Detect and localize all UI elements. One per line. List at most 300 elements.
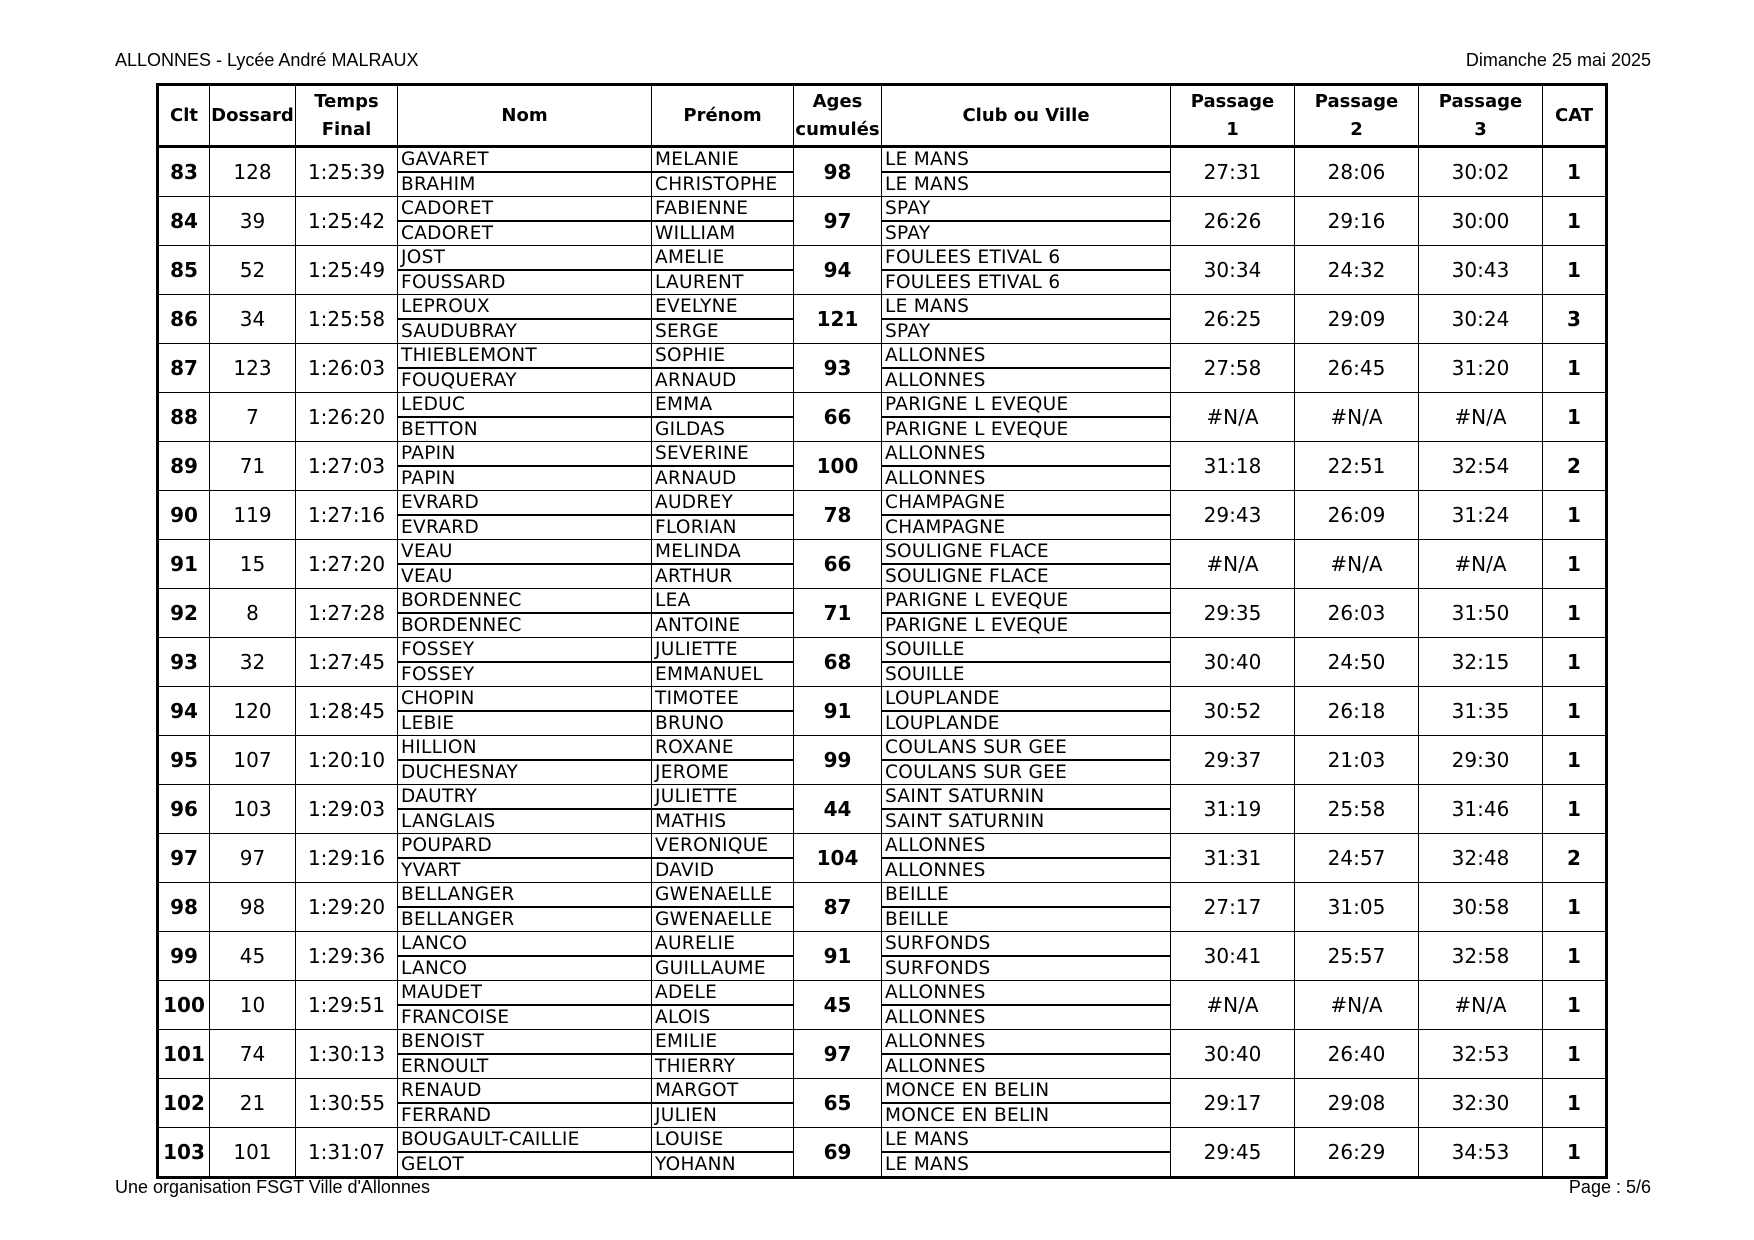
cell-passage-2: 24:32 [1295, 246, 1419, 295]
cell-club [882, 981, 1171, 1030]
cell-ages: 98 [794, 147, 882, 197]
cell-clt: 90 [158, 491, 210, 540]
cell-dossard: 8 [210, 589, 296, 638]
cell-prenom [652, 638, 794, 687]
cell-nom [398, 932, 652, 981]
table-row [158, 540, 1607, 589]
cell-temps: 1:25:42 [296, 197, 398, 246]
nom-line-2: SAUDUBRAY [401, 321, 518, 342]
club-line-2: LE MANS [885, 174, 970, 195]
cell-prenom [652, 932, 794, 981]
cell-nom [398, 344, 652, 393]
cell-passage-3: 31:20 [1419, 344, 1543, 393]
nom-line-1: FOSSEY [398, 638, 651, 663]
prenom-line-2: YOHANN [655, 1154, 736, 1175]
cell-passage-3: 30:00 [1419, 197, 1543, 246]
nom-line-2: BELLANGER [401, 909, 515, 930]
col-header-nom: Nom [398, 85, 652, 147]
prenom-line-2: SERGE [655, 321, 719, 342]
table-row [158, 344, 1607, 393]
cell-prenom [652, 736, 794, 785]
cell-ages: 97 [794, 1030, 882, 1079]
prenom-line-1: LEA [652, 589, 793, 614]
cell-passage-1: 31:18 [1171, 442, 1295, 491]
prenom-line-1: GWENAELLE [652, 883, 793, 908]
nom-line-1: THIEBLEMONT [398, 344, 651, 369]
cell-temps: 1:30:55 [296, 1079, 398, 1128]
table-row [158, 1030, 1607, 1079]
prenom-line-1: SEVERINE [652, 442, 793, 467]
page-footer-page-number: Page : 5/6 [1568, 1177, 1651, 1197]
cell-passage-2: #N/A [1295, 540, 1419, 589]
cell-clt: 87 [158, 344, 210, 393]
cell-club [882, 295, 1171, 344]
cell-temps: 1:25:58 [296, 295, 398, 344]
nom-line-1: EVRARD [398, 491, 651, 516]
cell-ages: 99 [794, 736, 882, 785]
club-line-2: PARIGNE L EVEQUE [885, 419, 1069, 440]
nom-line-2: FERRAND [401, 1105, 492, 1126]
cell-clt: 95 [158, 736, 210, 785]
cell-temps: 1:30:13 [296, 1030, 398, 1079]
cell-prenom [652, 589, 794, 638]
nom-line-2: FOUSSARD [401, 272, 506, 293]
nom-line-1: HILLION [398, 736, 651, 761]
club-line-1: LOUPLANDE [882, 687, 1170, 712]
cell-passage-3: 29:30 [1419, 736, 1543, 785]
cell-cat: 1 [1543, 393, 1607, 442]
nom-line-1: LEPROUX [398, 295, 651, 320]
nom-line-1: DAUTRY [398, 785, 651, 810]
cell-passage-1: 29:43 [1171, 491, 1295, 540]
cell-clt: 101 [158, 1030, 210, 1079]
nom-line-2: BORDENNEC [401, 615, 522, 636]
club-line-2: PARIGNE L EVEQUE [885, 615, 1069, 636]
col-header-temps-l2: Final [321, 118, 372, 140]
prenom-line-1: EMILIE [652, 1030, 793, 1055]
cell-passage-3: 32:48 [1419, 834, 1543, 883]
cell-cat: 1 [1543, 540, 1607, 589]
cell-cat: 1 [1543, 932, 1607, 981]
cell-passage-2: 26:45 [1295, 344, 1419, 393]
cell-temps: 1:27:16 [296, 491, 398, 540]
table-row [158, 491, 1607, 540]
prenom-line-1: MELINDA [652, 540, 793, 565]
club-line-2: LOUPLANDE [885, 713, 1000, 734]
club-line-2: BEILLE [885, 909, 949, 930]
nom-line-2: BETTON [401, 419, 478, 440]
page-header-date: Dimanche 25 mai 2025 [1465, 50, 1651, 70]
nom-line-2: FRANCOISE [401, 1007, 510, 1028]
cell-club [882, 197, 1171, 246]
cell-passage-3: #N/A [1419, 981, 1543, 1030]
col-header-p1-l1: Passage [1190, 90, 1275, 112]
nom-line-2: GELOT [401, 1154, 465, 1175]
table-row [158, 442, 1607, 491]
club-line-2: SOULIGNE FLACE [885, 566, 1049, 587]
cell-temps: 1:27:45 [296, 638, 398, 687]
cell-passage-2: 25:57 [1295, 932, 1419, 981]
cell-nom [398, 589, 652, 638]
cell-passage-2: #N/A [1295, 393, 1419, 442]
cell-passage-3: 30:02 [1419, 147, 1543, 197]
cell-prenom [652, 491, 794, 540]
cell-clt: 97 [158, 834, 210, 883]
prenom-line-1: ADELE [652, 981, 793, 1006]
nom-line-2: FOUQUERAY [401, 370, 517, 391]
cell-passage-1: 27:31 [1171, 147, 1295, 197]
cell-clt: 89 [158, 442, 210, 491]
prenom-line-2: ALOIS [655, 1007, 711, 1028]
cell-cat: 1 [1543, 246, 1607, 295]
col-header-club: Club ou Ville [882, 85, 1171, 147]
col-header-ages-l1: Ages [812, 90, 863, 112]
cell-club [882, 883, 1171, 932]
cell-cat: 1 [1543, 1079, 1607, 1128]
cell-dossard: 98 [210, 883, 296, 932]
cell-clt: 99 [158, 932, 210, 981]
nom-line-1: PAPIN [398, 442, 651, 467]
cell-temps: 1:27:28 [296, 589, 398, 638]
nom-line-2: BRAHIM [401, 174, 476, 195]
cell-prenom [652, 246, 794, 295]
prenom-line-2: BRUNO [655, 713, 724, 734]
cell-passage-3: #N/A [1419, 540, 1543, 589]
cell-passage-1: #N/A [1171, 540, 1295, 589]
nom-line-2: FOSSEY [401, 664, 475, 685]
table-row [158, 393, 1607, 442]
cell-club [882, 1128, 1171, 1178]
cell-ages: 100 [794, 442, 882, 491]
cell-passage-3: 31:24 [1419, 491, 1543, 540]
cell-club [882, 1030, 1171, 1079]
table-row [158, 197, 1607, 246]
nom-line-1: JOST [398, 246, 651, 271]
cell-club [882, 1079, 1171, 1128]
cell-passage-1: 27:58 [1171, 344, 1295, 393]
cell-ages: 121 [794, 295, 882, 344]
club-line-1: SOULIGNE FLACE [882, 540, 1170, 565]
cell-prenom [652, 883, 794, 932]
table-header-row [158, 85, 1607, 147]
cell-club [882, 491, 1171, 540]
col-header-passage-1 [1171, 85, 1295, 147]
col-header-p2-l1: Passage [1314, 90, 1399, 112]
club-line-2: SPAY [885, 223, 931, 244]
cell-ages: 69 [794, 1128, 882, 1178]
results-body [158, 147, 1607, 1178]
cell-passage-1: 29:17 [1171, 1079, 1295, 1128]
cell-clt: 98 [158, 883, 210, 932]
club-line-2: MONCE EN BELIN [885, 1105, 1050, 1126]
cell-passage-2: 26:09 [1295, 491, 1419, 540]
cell-passage-1: 31:19 [1171, 785, 1295, 834]
cell-passage-1: #N/A [1171, 981, 1295, 1030]
club-line-1: LE MANS [882, 1128, 1170, 1153]
cell-temps: 1:31:07 [296, 1128, 398, 1178]
club-line-1: ALLONNES [882, 1030, 1170, 1055]
cell-temps: 1:28:45 [296, 687, 398, 736]
club-line-2: ALLONNES [885, 1056, 986, 1077]
cell-prenom [652, 442, 794, 491]
club-line-1: SAINT SATURNIN [882, 785, 1170, 810]
cell-passage-1: 26:26 [1171, 197, 1295, 246]
prenom-line-2: WILLIAM [655, 223, 736, 244]
club-line-1: ALLONNES [882, 442, 1170, 467]
nom-line-2: EVRARD [401, 517, 480, 538]
col-header-ages [794, 85, 882, 147]
cell-temps: 1:25:39 [296, 147, 398, 197]
cell-passage-2: 22:51 [1295, 442, 1419, 491]
col-header-passage-2 [1295, 85, 1419, 147]
cell-cat: 1 [1543, 883, 1607, 932]
nom-line-1: CHOPIN [398, 687, 651, 712]
cell-dossard: 71 [210, 442, 296, 491]
col-header-cat: CAT [1543, 85, 1607, 147]
club-line-2: ALLONNES [885, 370, 986, 391]
nom-line-2: YVART [401, 860, 461, 881]
cell-prenom [652, 540, 794, 589]
cell-nom [398, 981, 652, 1030]
prenom-line-1: MELANIE [652, 148, 793, 173]
club-line-1: SURFONDS [882, 932, 1170, 957]
cell-passage-2: 28:06 [1295, 147, 1419, 197]
prenom-line-2: ANTOINE [655, 615, 741, 636]
cell-nom [398, 491, 652, 540]
prenom-line-1: JULIETTE [652, 638, 793, 663]
col-header-p3-l2: 3 [1474, 118, 1487, 140]
cell-clt: 85 [158, 246, 210, 295]
cell-temps: 1:27:03 [296, 442, 398, 491]
table-row [158, 1128, 1607, 1178]
club-line-1: COULANS SUR GEE [882, 736, 1170, 761]
cell-club [882, 736, 1171, 785]
cell-cat: 1 [1543, 785, 1607, 834]
nom-line-1: BORDENNEC [398, 589, 651, 614]
prenom-line-2: GWENAELLE [655, 909, 773, 930]
col-header-p3-l1: Passage [1438, 90, 1523, 112]
prenom-line-1: AUDREY [652, 491, 793, 516]
table-row [158, 834, 1607, 883]
cell-dossard: 119 [210, 491, 296, 540]
club-line-1: SOUILLE [882, 638, 1170, 663]
cell-passage-2: 29:09 [1295, 295, 1419, 344]
cell-passage-2: 21:03 [1295, 736, 1419, 785]
prenom-line-2: JULIEN [655, 1105, 718, 1126]
prenom-line-1: ROXANE [652, 736, 793, 761]
cell-passage-1: 26:25 [1171, 295, 1295, 344]
nom-line-1: GAVARET [398, 148, 651, 173]
cell-temps: 1:29:03 [296, 785, 398, 834]
cell-club [882, 147, 1171, 197]
prenom-line-1: VERONIQUE [652, 834, 793, 859]
cell-passage-1: 30:34 [1171, 246, 1295, 295]
nom-line-1: LANCO [398, 932, 651, 957]
cell-cat: 1 [1543, 147, 1607, 197]
prenom-line-2: EMMANUEL [655, 664, 764, 685]
club-line-2: FOULEES ETIVAL 6 [885, 272, 1061, 293]
cell-cat: 1 [1543, 344, 1607, 393]
cell-clt: 96 [158, 785, 210, 834]
cell-passage-3: 30:24 [1419, 295, 1543, 344]
page-footer-organizer: Une organisation FSGT Ville d'Allonnes [115, 1177, 430, 1197]
prenom-line-1: MARGOT [652, 1079, 793, 1104]
nom-line-2: LANCO [401, 958, 468, 979]
cell-dossard: 97 [210, 834, 296, 883]
club-line-2: SAINT SATURNIN [885, 811, 1045, 832]
club-line-1: ALLONNES [882, 981, 1170, 1006]
prenom-line-2: MATHIS [655, 811, 727, 832]
cell-passage-3: 32:30 [1419, 1079, 1543, 1128]
cell-temps: 1:20:10 [296, 736, 398, 785]
prenom-line-2: THIERRY [655, 1056, 736, 1077]
cell-nom [398, 295, 652, 344]
cell-nom [398, 785, 652, 834]
prenom-line-1: AURELIE [652, 932, 793, 957]
nom-line-1: MAUDET [398, 981, 651, 1006]
club-line-2: ALLONNES [885, 468, 986, 489]
cell-passage-1: 29:35 [1171, 589, 1295, 638]
cell-temps: 1:29:36 [296, 932, 398, 981]
prenom-line-2: GILDAS [655, 419, 726, 440]
club-line-1: SPAY [882, 197, 1170, 222]
cell-nom [398, 834, 652, 883]
cell-passage-2: 24:50 [1295, 638, 1419, 687]
club-line-2: SURFONDS [885, 958, 991, 979]
cell-prenom [652, 785, 794, 834]
cell-nom [398, 540, 652, 589]
cell-dossard: 34 [210, 295, 296, 344]
club-line-1: PARIGNE L EVEQUE [882, 393, 1170, 418]
cell-passage-3: 30:58 [1419, 883, 1543, 932]
club-line-1: MONCE EN BELIN [882, 1079, 1170, 1104]
club-line-2: ALLONNES [885, 1007, 986, 1028]
cell-passage-2: 26:40 [1295, 1030, 1419, 1079]
cell-passage-1: 30:52 [1171, 687, 1295, 736]
cell-prenom [652, 1079, 794, 1128]
cell-ages: 91 [794, 687, 882, 736]
cell-passage-3: 31:35 [1419, 687, 1543, 736]
cell-clt: 102 [158, 1079, 210, 1128]
cell-temps: 1:29:16 [296, 834, 398, 883]
cell-temps: 1:27:20 [296, 540, 398, 589]
nom-line-1: LEDUC [398, 393, 651, 418]
nom-line-2: VEAU [401, 566, 453, 587]
cell-club [882, 393, 1171, 442]
cell-club [882, 589, 1171, 638]
cell-cat: 1 [1543, 1030, 1607, 1079]
cell-nom [398, 687, 652, 736]
cell-club [882, 540, 1171, 589]
cell-dossard: 123 [210, 344, 296, 393]
nom-line-1: RENAUD [398, 1079, 651, 1104]
club-line-1: CHAMPAGNE [882, 491, 1170, 516]
cell-clt: 103 [158, 1128, 210, 1178]
cell-club [882, 442, 1171, 491]
cell-clt: 94 [158, 687, 210, 736]
cell-passage-3: #N/A [1419, 393, 1543, 442]
cell-passage-1: 31:31 [1171, 834, 1295, 883]
club-line-1: ALLONNES [882, 344, 1170, 369]
prenom-line-2: GUILLAUME [655, 958, 766, 979]
col-header-p1-l2: 1 [1226, 118, 1239, 140]
club-line-2: CHAMPAGNE [885, 517, 1006, 538]
club-line-1: ALLONNES [882, 834, 1170, 859]
cell-passage-1: 27:17 [1171, 883, 1295, 932]
cell-prenom [652, 344, 794, 393]
cell-nom [398, 883, 652, 932]
cell-cat: 1 [1543, 638, 1607, 687]
cell-passage-2: 29:08 [1295, 1079, 1419, 1128]
prenom-line-2: FLORIAN [655, 517, 737, 538]
cell-dossard: 101 [210, 1128, 296, 1178]
cell-nom [398, 1030, 652, 1079]
cell-ages: 91 [794, 932, 882, 981]
cell-ages: 104 [794, 834, 882, 883]
cell-nom [398, 393, 652, 442]
cell-cat: 2 [1543, 834, 1607, 883]
prenom-line-1: EMMA [652, 393, 793, 418]
prenom-line-1: JULIETTE [652, 785, 793, 810]
cell-club [882, 932, 1171, 981]
cell-dossard: 32 [210, 638, 296, 687]
cell-club [882, 246, 1171, 295]
cell-clt: 91 [158, 540, 210, 589]
table-row [158, 883, 1607, 932]
cell-prenom [652, 147, 794, 197]
cell-passage-1: 30:40 [1171, 1030, 1295, 1079]
prenom-line-1: LOUISE [652, 1128, 793, 1153]
table-row [158, 295, 1607, 344]
nom-line-2: DUCHESNAY [401, 762, 519, 783]
cell-prenom [652, 1128, 794, 1178]
table-row [158, 589, 1607, 638]
nom-line-1: BOUGAULT-CAILLIE [398, 1128, 651, 1153]
results-table [156, 83, 1608, 1179]
cell-cat: 3 [1543, 295, 1607, 344]
prenom-line-2: LAURENT [655, 272, 744, 293]
cell-nom [398, 736, 652, 785]
cell-dossard: 128 [210, 147, 296, 197]
cell-dossard: 15 [210, 540, 296, 589]
cell-passage-2: 26:03 [1295, 589, 1419, 638]
cell-ages: 66 [794, 540, 882, 589]
cell-prenom [652, 981, 794, 1030]
cell-cat: 2 [1543, 442, 1607, 491]
prenom-line-2: CHRISTOPHE [655, 174, 778, 195]
cell-clt: 84 [158, 197, 210, 246]
cell-cat: 1 [1543, 197, 1607, 246]
nom-line-1: VEAU [398, 540, 651, 565]
prenom-line-2: ARNAUD [655, 468, 737, 489]
col-header-p2-l2: 2 [1350, 118, 1363, 140]
cell-ages: 87 [794, 883, 882, 932]
cell-club [882, 687, 1171, 736]
cell-dossard: 39 [210, 197, 296, 246]
cell-temps: 1:29:51 [296, 981, 398, 1030]
table-row [158, 687, 1607, 736]
club-line-2: LE MANS [885, 1154, 970, 1175]
cell-prenom [652, 834, 794, 883]
club-line-2: COULANS SUR GEE [885, 762, 1068, 783]
cell-dossard: 7 [210, 393, 296, 442]
cell-dossard: 107 [210, 736, 296, 785]
prenom-line-1: TIMOTEE [652, 687, 793, 712]
cell-dossard: 21 [210, 1079, 296, 1128]
col-header-temps-l1: Temps [314, 90, 379, 112]
cell-clt: 92 [158, 589, 210, 638]
cell-passage-2: 26:18 [1295, 687, 1419, 736]
